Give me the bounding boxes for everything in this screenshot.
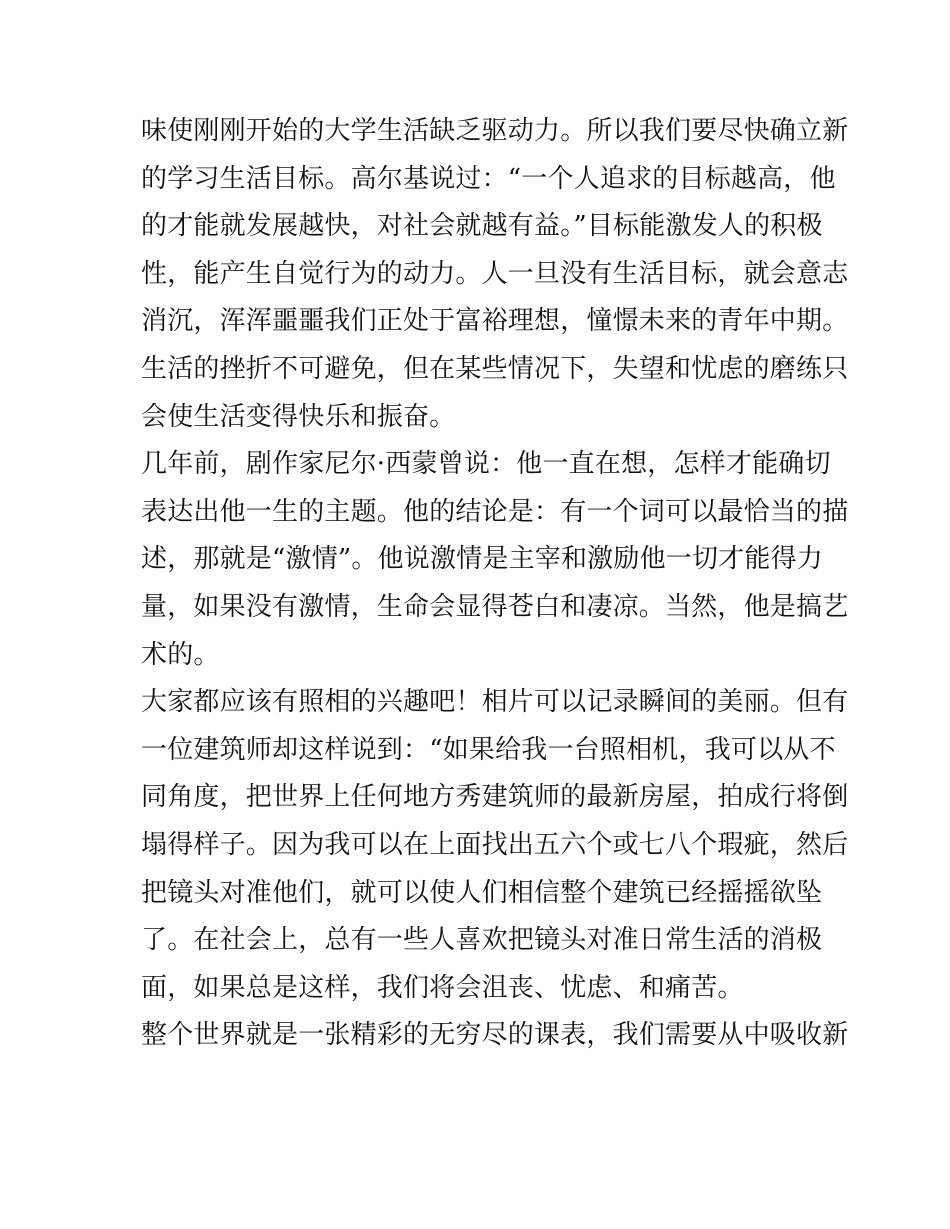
text-line: 几年前，剧作家尼尔·西蒙曾说：他一直在想，怎样才能确切: [141, 449, 831, 480]
text-line: 生活的挫折不可避免，但在某些情况下，失望和忧虑的磨练只: [141, 353, 849, 384]
text-line: 术的。: [141, 639, 220, 670]
text-line: 性，能产生自觉行为的动力。人一旦没有生活目标，就会意志: [141, 258, 849, 289]
text-line: 会使生活变得快乐和振奋。: [141, 401, 456, 432]
body-text: [141, 108, 849, 1060]
text-line: 的学习生活目标。高尔基说过：“一个人追求的目标越高，他: [141, 163, 836, 194]
text-line: 表达出他一生的主题。他的结论是：有一个词可以最恰当的描: [141, 496, 849, 527]
text-line: 消沉，浑浑噩噩我们正处于富裕理想，憧憬未来的青年中期。: [141, 306, 849, 337]
text-line: 了。在社会上，总有一些人喜欢把镜头对准日常生活的消极: [141, 925, 823, 956]
text-line: 一位建筑师却这样说到：“如果给我一台照相机，我可以从不: [141, 734, 836, 765]
text-line: 把镜头对准他们，就可以使人们相信整个建筑已经摇摇欲坠: [141, 877, 823, 908]
text-line: 味使刚刚开始的大学生活缺乏驱动力。所以我们要尽快确立新: [141, 116, 849, 146]
text-line: 塌得样子。因为我可以在上面找出五六个或七八个瑕疵，然后: [141, 829, 849, 860]
text-line: 同角度，把世界上任何地方秀建筑师的最新房屋，拍成行将倒: [141, 782, 849, 813]
text-line: 的才能就发展越快，对社会就越有益。”目标能激发人的积极: [141, 211, 823, 242]
text-line: 量，如果没有激情，生命会显得苍白和凄凉。当然，他是搞艺: [141, 591, 849, 622]
text-line: 面，如果总是这样，我们将会沮丧、忧虑、和痛苦。: [141, 972, 744, 1003]
text-line: 大家都应该有照相的兴趣吧！相片可以记录瞬间的美丽。但有: [141, 687, 849, 718]
text-line: 整个世界就是一张精彩的无穷尽的课表，我们需要从中吸收新: [141, 1020, 849, 1051]
text-line: 述，那就是“激情”。他说激情是主宰和激励他一切才能得力: [141, 544, 823, 575]
